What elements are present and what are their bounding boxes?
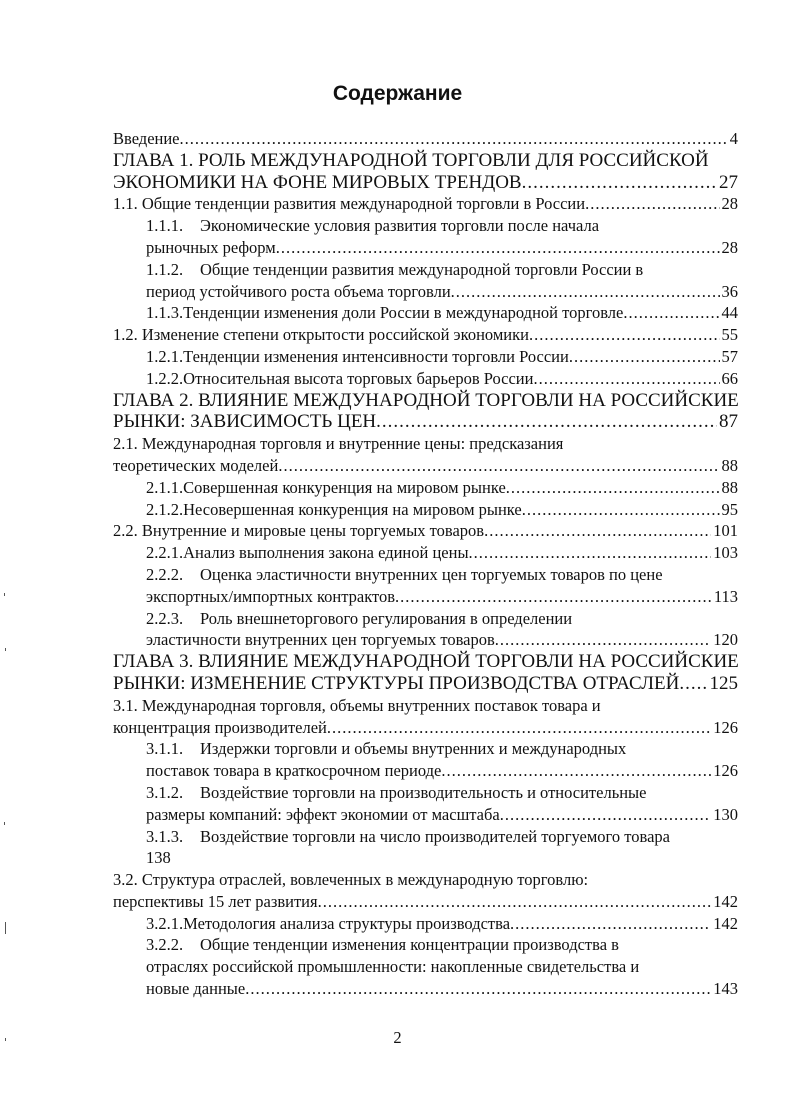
toc-page-number: 28 xyxy=(721,237,738,257)
toc-entry-number: 1.1.1. xyxy=(146,216,184,236)
toc-page-number: 120 xyxy=(713,630,738,650)
toc-entry[interactable] xyxy=(113,913,738,935)
toc-page-number: 101 xyxy=(713,521,738,541)
toc-page-number: 4 xyxy=(729,129,738,148)
toc-entry-text: Совершенная конкуренция на мировом рынке xyxy=(183,477,506,497)
dot-leader xyxy=(276,237,720,259)
toc-entry[interactable] xyxy=(113,738,738,782)
toc-page-number: 27 xyxy=(719,171,738,193)
toc-entry-text: Общие тенденции изменения концентрации производства в xyxy=(200,935,619,955)
toc-entry-text: период устойчивого роста объема торговли xyxy=(146,281,451,301)
toc-entry-text: Общие тенденции развития международной торговли России в xyxy=(200,259,644,279)
toc-entry[interactable] xyxy=(113,302,738,324)
scan-artifact xyxy=(5,648,6,651)
toc-entry-text: Введение xyxy=(113,129,180,148)
toc-entry-text: Роль внешнеторгового регулирования в определении xyxy=(200,608,573,628)
toc-entry-text: Тенденции изменения интенсивности торговли России xyxy=(183,346,569,366)
dot-leader xyxy=(327,717,711,739)
toc-entry-text: отраслях российской промышленности: накопленные свидетельства и xyxy=(146,957,640,977)
toc-page-number: 142 xyxy=(713,913,738,933)
toc-entry-number: 1.1.2. xyxy=(146,259,184,279)
toc-entry-text: Анализ выполнения закона единой цены xyxy=(183,543,469,563)
toc-page-number: 126 xyxy=(713,717,738,737)
toc-entry-number: 3.2.2. xyxy=(146,935,184,955)
toc-entry-text: 1.2. Изменение степени открытости российской экономики xyxy=(113,325,529,345)
toc-page-number: 57 xyxy=(721,346,738,366)
toc-entry-number: 3.1.3. xyxy=(146,826,184,846)
toc-entry-text: размеры компаний: эффект экономии от масштаба xyxy=(146,804,500,824)
scan-artifact xyxy=(4,593,5,596)
toc-page-number: 126 xyxy=(713,761,738,781)
toc-entry-text: Оценка эластичности внутренних цен торгуемых товаров по цене xyxy=(200,564,663,584)
dot-leader xyxy=(623,302,719,324)
toc-page-number: 88 xyxy=(721,455,738,475)
toc-entry-text: рыночных реформ xyxy=(146,237,276,257)
toc-page-number: 103 xyxy=(713,543,738,563)
toc-entry-text: РЫНКИ: ЗАВИСИМОСТЬ ЦЕН xyxy=(113,411,377,433)
toc-entry-text: Относительная высота торговых барьеров России xyxy=(183,368,534,388)
toc-entry[interactable] xyxy=(113,433,738,477)
dot-leader xyxy=(180,128,728,150)
page-number: 2 xyxy=(393,1028,402,1047)
dot-leader xyxy=(569,346,720,368)
toc-entry-text: Воздействие торговли на производительность и относительные xyxy=(200,782,647,802)
toc-page-number: 87 xyxy=(719,411,738,433)
toc-page-number: 66 xyxy=(721,368,738,388)
dot-leader xyxy=(679,673,707,695)
scan-artifact xyxy=(5,1038,6,1041)
toc-entry-text: ГЛАВА 3. ВЛИЯНИЕ МЕЖДУНАРОДНОЙ ТОРГОВЛИ НА РОССИЙСКИЕ xyxy=(113,651,739,673)
toc-entry[interactable] xyxy=(113,193,738,215)
toc-entry-number: 2.2.3. xyxy=(146,608,184,628)
toc-page-number: 88 xyxy=(721,477,738,497)
dot-leader xyxy=(469,542,712,564)
dot-leader xyxy=(585,193,719,215)
toc-entry[interactable] xyxy=(113,934,738,999)
toc-entry-text: перспективы 15 лет развития xyxy=(113,891,318,911)
page-title: Содержание xyxy=(332,82,463,105)
toc-entry-text: Воздействие торговли на число производителей торгуемого товара xyxy=(200,826,670,846)
toc-entry-text: ГЛАВА 2. ВЛИЯНИЕ МЕЖДУНАРОДНОЙ ТОРГОВЛИ НА РОССИЙСКИЕ xyxy=(113,389,739,411)
toc-entry[interactable] xyxy=(113,346,738,368)
toc-page-number: 28 xyxy=(721,194,738,214)
dot-leader xyxy=(500,804,712,826)
toc-entry[interactable] xyxy=(113,368,738,390)
toc-entry[interactable] xyxy=(113,608,738,652)
dot-leader xyxy=(484,520,711,542)
toc-entry-text: теоретических моделей xyxy=(113,455,279,475)
toc-entry-text: 1.1. Общие тенденции развития международной торговли в России xyxy=(113,194,586,214)
scan-artifact xyxy=(4,822,5,825)
toc-entry-text: поставок товара в краткосрочном периоде xyxy=(146,761,442,781)
toc-entry-number: 1.2.1. xyxy=(146,346,184,366)
toc-entry-text: 2.1. Международная торговля и внутренние цены: предсказания xyxy=(113,434,564,454)
dot-leader xyxy=(522,172,717,194)
toc-entry[interactable] xyxy=(113,869,738,913)
toc-entry-text: Экономические условия развития торговли после начала xyxy=(200,216,600,236)
toc-entry[interactable] xyxy=(113,520,738,542)
toc-entry[interactable] xyxy=(113,259,738,303)
toc-page-number: 44 xyxy=(721,303,738,323)
dot-leader xyxy=(451,281,720,303)
toc-entry-text: 3.2. Структура отраслей, вовлеченных в международную торговлю: xyxy=(113,870,589,890)
toc-page-number: 125 xyxy=(709,672,738,694)
toc-entry-text: Издержки торговли и объемы внутренних и международных xyxy=(200,739,627,759)
toc-entry-text: ГЛАВА 1. РОЛЬ МЕЖДУНАРОДНОЙ ТОРГОВЛИ ДЛЯ РОССИЙСКОЙ xyxy=(113,149,709,171)
toc-page-number: 130 xyxy=(713,804,738,824)
toc-page-number: 113 xyxy=(713,586,738,606)
toc-entry[interactable] xyxy=(113,651,738,695)
toc-entry-text: концентрация производителей xyxy=(113,717,327,737)
dot-leader xyxy=(376,411,717,433)
toc-page-number: 143 xyxy=(713,979,738,999)
toc-entry-text: Тенденции изменения доли России в международной торговле xyxy=(183,303,624,323)
dot-leader xyxy=(245,978,711,1000)
toc-entry-number: 1.2.2. xyxy=(146,368,184,388)
toc-page-number: 95 xyxy=(721,499,738,519)
toc-entry[interactable] xyxy=(113,564,738,608)
toc-entry-number: 1.1.3. xyxy=(146,303,184,323)
toc-entry-text: ЭКОНОМИКИ НА ФОНЕ МИРОВЫХ ТРЕНДОВ xyxy=(113,171,522,193)
toc-entry[interactable] xyxy=(113,215,738,259)
dot-leader xyxy=(529,324,720,346)
dot-leader xyxy=(533,368,719,390)
toc-entry[interactable] xyxy=(113,150,738,194)
toc-entry[interactable] xyxy=(113,477,738,499)
toc-entry[interactable] xyxy=(113,128,738,150)
toc-entry-text: эластичности внутренних цен торгуемых товаров xyxy=(146,630,495,650)
toc-page-number: 36 xyxy=(721,281,738,301)
toc-entry-text: 3.1. Международная торговля, объемы внутренних поставок товара и xyxy=(113,695,601,715)
toc-entry-text: Методология анализа структуры производства xyxy=(183,913,511,933)
toc-page-number: 142 xyxy=(713,891,738,911)
toc-entry-number: 2.1.1. xyxy=(146,477,184,497)
dot-leader xyxy=(278,455,719,477)
toc-entry[interactable] xyxy=(113,695,738,739)
dot-leader xyxy=(522,499,720,521)
toc-entry[interactable] xyxy=(113,782,738,826)
toc-entry-number: 2.2.1. xyxy=(146,543,184,563)
toc-entry-number: 3.1.1. xyxy=(146,739,184,759)
toc-entry[interactable] xyxy=(113,826,738,870)
toc-entry-number: 2.2.2. xyxy=(146,564,184,584)
scan-artifact xyxy=(5,922,6,934)
toc-entry[interactable] xyxy=(113,542,738,564)
dot-leader xyxy=(495,629,711,651)
toc-page-number: 55 xyxy=(721,325,738,345)
toc-entry[interactable] xyxy=(113,499,738,521)
dot-leader xyxy=(395,586,712,608)
toc-entry-number: 3.2.1. xyxy=(146,913,184,933)
dot-leader xyxy=(510,913,711,935)
dot-leader xyxy=(318,891,712,913)
toc-entry-text: новые данные xyxy=(146,979,246,999)
dot-leader xyxy=(506,477,720,499)
toc-entry[interactable] xyxy=(113,324,738,346)
toc-entry-text: РЫНКИ: ИЗМЕНЕНИЕ СТРУКТУРЫ ПРОИЗВОДСТВА ОТРАСЛЕЙ xyxy=(113,672,680,694)
dot-leader xyxy=(441,760,711,782)
toc-entry-text: 138 xyxy=(146,848,171,868)
toc-entry-text: Несовершенная конкуренция на мировом рынке xyxy=(183,499,522,519)
toc-entry[interactable] xyxy=(113,390,738,434)
toc-entry-text: экспортных/импортных контрактов xyxy=(146,586,396,606)
table-of-contents xyxy=(113,128,738,1000)
toc-entry-text: 2.2. Внутренние и мировые цены торгуемых товаров xyxy=(113,521,485,541)
toc-entry-number: 2.1.2. xyxy=(146,499,184,519)
toc-entry-number: 3.1.2. xyxy=(146,782,184,802)
